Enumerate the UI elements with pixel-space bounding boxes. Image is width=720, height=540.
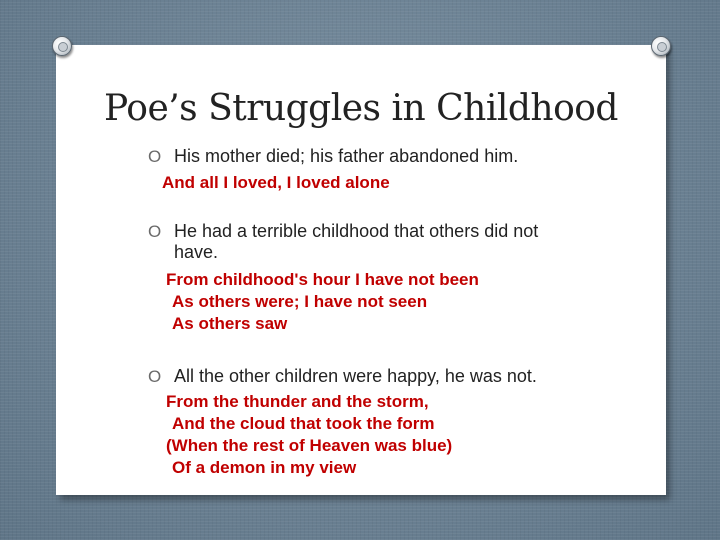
poem-line: And the cloud that took the form	[172, 414, 435, 433]
bullet-text-line: have.	[174, 242, 219, 262]
bullet-text: All the other children were happy, he was not.	[174, 366, 537, 386]
poem-line: From the thunder and the storm,	[166, 392, 429, 411]
poem-quote	[166, 391, 452, 479]
poem-line: As others saw	[172, 314, 288, 333]
slide-title: Poe’s Struggles in Childhood	[104, 88, 618, 129]
poem-line: Of a demon in my view	[172, 458, 357, 477]
poem-line: And all I loved, I loved alone	[162, 173, 390, 192]
pushpin-icon	[52, 36, 72, 56]
poem-quote	[166, 269, 479, 335]
poem-line: As others were; I have not seen	[172, 292, 428, 311]
bullet-marker-icon: O	[148, 222, 162, 241]
poem-line: From childhood's hour I have not been	[166, 270, 479, 289]
pushpin-icon	[651, 36, 671, 56]
bullet-marker-icon: O	[148, 367, 162, 386]
bullet-marker-icon: O	[148, 147, 162, 166]
bullet-text-line: He had a terrible childhood that others did not	[174, 221, 539, 241]
poem-quote	[162, 172, 390, 194]
poem-line: (When the rest of Heaven was blue)	[166, 436, 453, 455]
bullet-text: His mother died; his father abandoned him.	[174, 146, 519, 166]
